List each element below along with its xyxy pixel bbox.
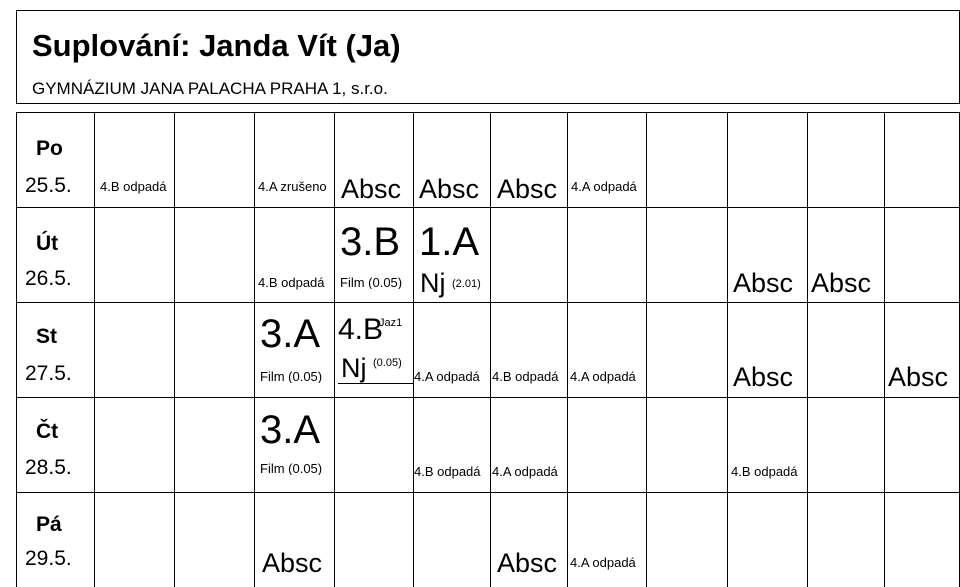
cell-text: 4.B odpadá bbox=[731, 464, 798, 479]
cell-text: 4.A odpadá bbox=[570, 369, 636, 384]
column-divider bbox=[807, 112, 808, 587]
day-date: 28.5. bbox=[25, 456, 72, 479]
day-name: Út bbox=[36, 232, 59, 255]
row-divider bbox=[16, 397, 960, 398]
column-divider bbox=[727, 112, 728, 587]
day-date: 27.5. bbox=[25, 362, 72, 385]
column-divider bbox=[413, 112, 414, 587]
cell-text: 4.A zrušeno bbox=[258, 180, 327, 193]
day-name: St bbox=[36, 325, 57, 348]
column-divider bbox=[174, 112, 175, 587]
day-name: Po bbox=[36, 137, 63, 160]
subject-text: Film (0.05) bbox=[260, 370, 323, 383]
class-label: 4.B bbox=[338, 313, 384, 346]
cell-text: 4.B odpadá bbox=[258, 275, 325, 290]
column-divider bbox=[490, 112, 491, 587]
subject-text: Nj bbox=[420, 268, 446, 298]
day-date: 25.5. bbox=[25, 174, 72, 197]
day-name: Čt bbox=[36, 420, 59, 443]
room-text: (0.05) bbox=[373, 358, 402, 369]
column-divider bbox=[646, 112, 647, 587]
class-label: 1.A bbox=[419, 220, 480, 264]
group-text: Jaz1 bbox=[379, 318, 403, 329]
cell-text: Absc bbox=[497, 174, 558, 204]
cell-text: 4.A odpadá bbox=[414, 369, 480, 384]
room-text: (2.01) bbox=[452, 279, 481, 290]
cell-text: Absc bbox=[733, 268, 794, 298]
row-divider bbox=[16, 207, 960, 208]
class-label: 3.A bbox=[260, 408, 321, 452]
cell-text: Absc bbox=[419, 174, 480, 204]
subject-text: Nj bbox=[341, 353, 367, 383]
cell-text: Absc bbox=[341, 174, 402, 204]
row-divider bbox=[16, 302, 960, 303]
page-title: Suplování: Janda Vít (Ja) bbox=[32, 28, 401, 63]
cell-frame bbox=[338, 383, 414, 384]
column-divider bbox=[334, 112, 335, 587]
cell-text: 4.B odpadá bbox=[100, 179, 167, 194]
class-label: 3.A bbox=[260, 312, 321, 356]
row-divider bbox=[16, 492, 960, 493]
day-date: 29.5. bbox=[25, 547, 72, 570]
subject-text: Film (0.05) bbox=[340, 276, 403, 289]
cell-text: Absc bbox=[497, 548, 558, 578]
column-divider bbox=[567, 112, 568, 587]
cell-text: 4.A odpadá bbox=[570, 555, 636, 570]
column-divider bbox=[254, 112, 255, 587]
cell-text: Absc bbox=[811, 268, 872, 298]
day-date: 26.5. bbox=[25, 267, 72, 290]
cell-text: 4.B odpadá bbox=[492, 369, 559, 384]
cell-text: Absc bbox=[733, 362, 794, 392]
cell-text: Absc bbox=[262, 548, 323, 578]
column-divider bbox=[884, 112, 885, 587]
cell-text: 4.A odpadá bbox=[571, 179, 637, 194]
day-name: Pá bbox=[36, 513, 62, 536]
cell-text: 4.B odpadá bbox=[414, 464, 481, 479]
column-divider bbox=[94, 112, 95, 587]
class-label: 3.B bbox=[340, 220, 401, 264]
cell-text: 4.A odpadá bbox=[492, 464, 558, 479]
cell-text: Absc bbox=[888, 362, 949, 392]
subject-text: Film (0.05) bbox=[260, 462, 323, 475]
school-name: GYMNÁZIUM JANA PALACHA PRAHA 1, s.r.o. bbox=[32, 79, 388, 98]
